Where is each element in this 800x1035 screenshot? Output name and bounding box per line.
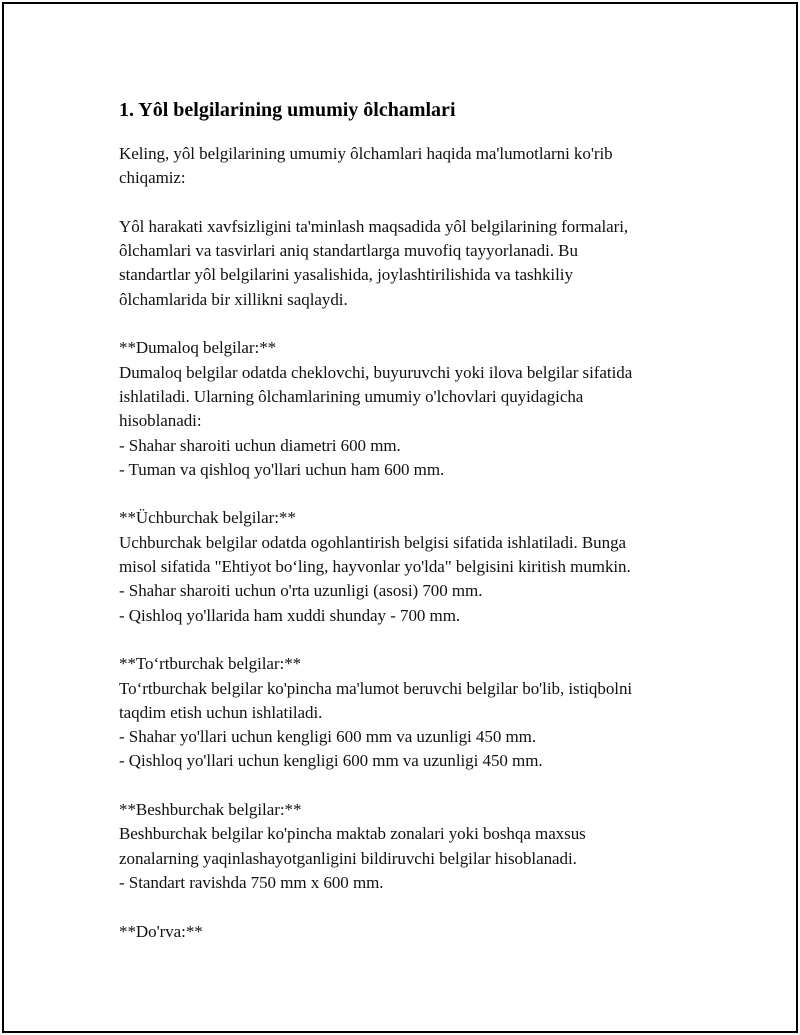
list-item: - Shahar yo'llari uchun kengligi 600 mm va uzunligi 450 mm.: [119, 727, 537, 747]
subheading-dorva: **Do'rva:**: [119, 921, 203, 941]
text-line: chiqamiz:: [119, 168, 186, 188]
text-line: zonalarning yaqinlashayotganligini bildiruvchi belgilar hisoblanadi.: [119, 848, 577, 868]
text-line: standartlar yôl belgilarini yasalishida, joylashtirilishida va tashkiliy: [119, 265, 573, 285]
list-item: - Qishloq yo'llari uchun kengligi 600 mm va uzunligi 450 mm.: [119, 751, 543, 771]
text-line: Keling, yôl belgilarining umumiy ôlchamlari haqida ma'lumotlarni ko'rib: [119, 144, 613, 163]
text-line: taqdim etish uchun ishlatiladi.: [119, 702, 323, 722]
text-line: Yôl harakati xavfsizligini ta'minlash maqsadida yôl belgilarining formalari,: [119, 216, 629, 236]
text-line: ishlatiladi. Ularning ôlchamlarining umumiy o'lchovlari quyidagicha: [119, 386, 584, 406]
list-item: - Shahar sharoiti uchun diametri 600 mm.: [119, 435, 401, 455]
subheading-tortburchak: **To‘rtburchak belgilar:**: [119, 654, 302, 674]
text-line: Uchburchak belgilar odatda ogohlantirish belgisi sifatida ishlatiladi. Bunga: [119, 532, 627, 552]
section-heading: 1. Yôl belgilarining umumiy ôlchamlari: [119, 99, 456, 121]
text-line: Beshburchak belgilar ko'pincha maktab zonalari yoki boshqa maxsus: [119, 824, 586, 844]
paragraph-gap: [119, 312, 719, 336]
text-line: Dumaloq belgilar odatda cheklovchi, buyuruvchi yoki ilova belgilar sifatida: [119, 362, 633, 382]
text-line: misol sifatida "Ehtiyot bo‘ling, hayvonlar yo'lda" belgisini kiritish mumkin.: [119, 557, 631, 577]
paragraph-gap: [119, 895, 719, 919]
paragraph-gap: [119, 482, 719, 506]
text-line: ôlchamlari va tasvirlari aniq standartlarga muvofiq tayyorlanadi. Bu: [119, 241, 578, 261]
paragraph-gap: [119, 774, 719, 798]
document-content: [119, 94, 719, 944]
list-item: - Standart ravishda 750 mm x 600 mm.: [119, 872, 384, 892]
text-line: ôlchamlarida bir xillikni saqlaydi.: [119, 289, 348, 309]
list-item: - Shahar sharoiti uchun o'rta uzunligi (asosi) 700 mm.: [119, 581, 483, 601]
subheading-dumaloq: **Dumaloq belgilar:**: [119, 338, 277, 358]
subheading-uchburchak: **Üchburchak belgilar:**: [119, 508, 296, 528]
subheading-beshburchak: **Beshburchak belgilar:**: [119, 800, 302, 820]
text-line: hisoblanadi:: [119, 411, 202, 431]
paragraph-gap: [119, 628, 719, 652]
list-item: - Qishloq yo'llarida ham xuddi shunday - 700 mm.: [119, 605, 461, 625]
document-page: [2, 2, 798, 1033]
paragraph-gap: [119, 191, 719, 215]
text-line: To‘rtburchak belgilar ko'pincha ma'lumot beruvchi belgilar bo'lib, istiqbolni: [119, 678, 633, 698]
list-item: - Tuman va qishloq yo'llari uchun ham 600 mm.: [119, 459, 445, 479]
